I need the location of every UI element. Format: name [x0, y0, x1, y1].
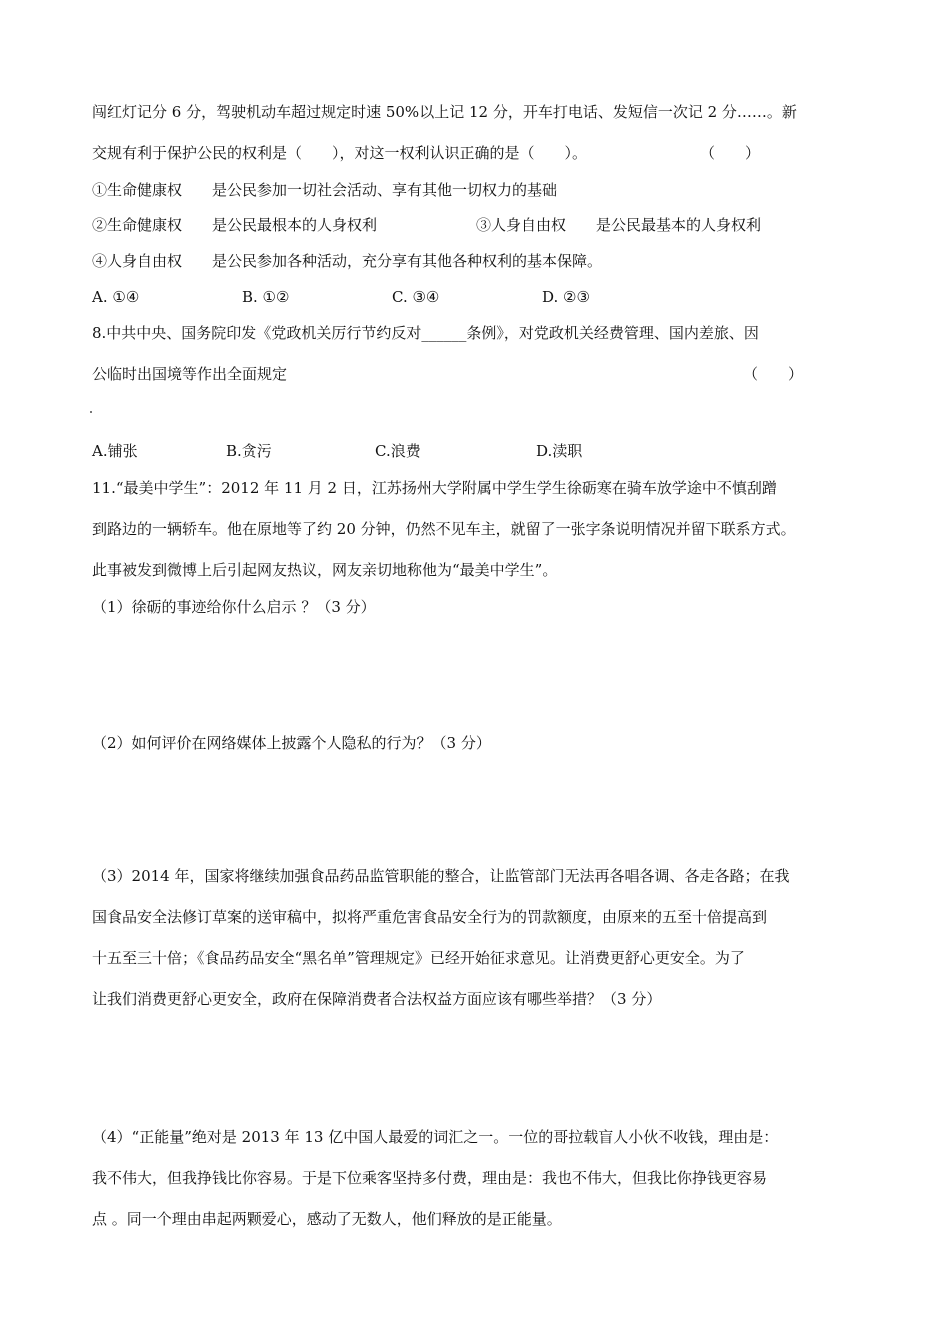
- q8-line1: 8.中共中央、国务院印发《党政机关厉行节约反对______条例》，对党政机关经费管理、国内差旅、因: [92, 324, 759, 342]
- q8-option-b: B.贪污: [226, 442, 272, 460]
- q8-option-d: D.渎职: [536, 442, 583, 460]
- q7-statement-2: ②生命健康权 是公民最根本的人身权利: [92, 216, 378, 234]
- q7-option-a: A. ①④: [92, 288, 140, 306]
- stray-mark: [90, 411, 92, 413]
- q7-option-b: B. ①②: [242, 288, 290, 306]
- q11-line3: 此事被发到微博上后引起网友热议，网友亲切地称他为“最美中学生”。: [92, 561, 558, 579]
- q7-option-c: C. ③④: [392, 288, 440, 306]
- q7-line2: 交规有利于保护公民的权利是（ ），对这一权利认识正确的是（ ）。: [92, 144, 588, 162]
- q7-line2-paren: （ ）: [700, 144, 761, 162]
- q8-option-a: A.铺张: [92, 442, 138, 460]
- q7-statement-4: ④人身自由权 是公民参加各种活动，充分享有其他各种权利的基本保障。: [92, 252, 603, 270]
- q11-sub3-line1: （3）2014 年，国家将继续加强食品药品监管职能的整合，让监管部门无法再各唱各调、各走各路；在我: [92, 867, 790, 885]
- q11-sub2: （2）如何评价在网络媒体上披露个人隐私的行为？（3 分）: [92, 734, 491, 752]
- q8-line2: 公临时出国境等作出全面规定: [92, 365, 288, 383]
- q7-statement-1: ①生命健康权 是公民参加一切社会活动、享有其他一切权力的基础: [92, 181, 558, 199]
- q8-option-c: C.浪费: [375, 442, 421, 460]
- q11-sub1: （1）徐砺的事迹给你什么启示 ？（3 分）: [92, 598, 376, 616]
- q11-sub4-line3: 点 。同一个理由串起两颗爱心，感动了无数人，他们释放的是正能量。: [92, 1210, 562, 1228]
- q7-statement-3: ③人身自由权 是公民最基本的人身权利: [476, 216, 762, 234]
- q8-paren: （ ）: [743, 365, 804, 383]
- q11-sub3-line3: 十五至三十倍；《食品药品安全“黑名单”管理规定》已经开始征求意见。让消费更舒心更安全。为了: [92, 949, 745, 967]
- q7-line1: 闯红灯记分 6 分，驾驶机动车超过规定时速 50%以上记 12 分，开车打电话、发短信一次记 2 分……。新: [92, 103, 797, 121]
- q11-sub3-line2: 国食品安全法修订草案的送审稿中，拟将严重危害食品安全行为的罚款额度，由原来的五至十倍提高到: [92, 908, 768, 926]
- q11-sub3-line4: 让我们消费更舒心更安全，政府在保障消费者合法权益方面应该有哪些举措？（3 分）: [92, 990, 662, 1008]
- q11-line1: 11.“最美中学生”：2012 年 11 月 2 日，江苏扬州大学附属中学生学生徐砺寒在骑车放学途中不慎刮蹭: [92, 479, 777, 497]
- q11-sub4-line2: 我不伟大，但我挣钱比你容易。于是下位乘客坚持多付费，理由是：我也不伟大，但我比你挣钱更容易: [92, 1169, 768, 1187]
- q11-sub4-line1: （4）“正能量”绝对是 2013 年 13 亿中国人最爱的词汇之一。一位的哥拉载盲人小伙不收钱，理由是：: [92, 1128, 779, 1146]
- q11-line2: 到路边的一辆轿车。他在原地等了约 20 分钟，仍然不见车主，就留了一张字条说明情况并留下联系方式。: [92, 520, 796, 538]
- q7-option-d: D. ②③: [542, 288, 590, 306]
